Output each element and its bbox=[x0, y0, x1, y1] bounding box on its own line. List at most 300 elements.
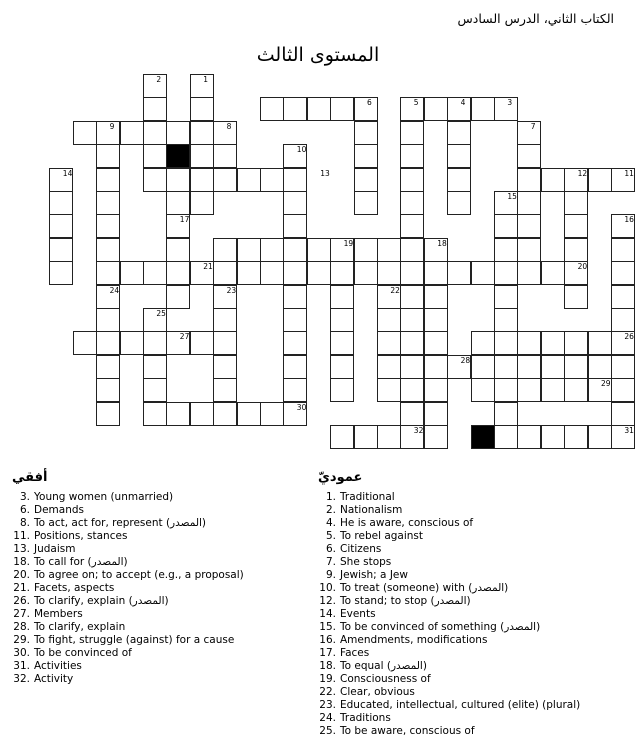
clue-text: To clarify, explain bbox=[34, 621, 126, 633]
grid-cell[interactable] bbox=[237, 402, 261, 426]
grid-cell[interactable] bbox=[330, 308, 354, 332]
clue-text: To rebel against bbox=[340, 530, 424, 542]
grid-cell[interactable] bbox=[494, 238, 518, 262]
grid-cell[interactable] bbox=[611, 261, 635, 285]
grid-cell[interactable] bbox=[517, 238, 541, 262]
grid-cell[interactable] bbox=[49, 261, 73, 285]
grid-cell[interactable] bbox=[517, 261, 541, 285]
clue-text: Amendments, modifications bbox=[340, 634, 488, 646]
clue-number: 11. bbox=[13, 530, 30, 542]
grid-cell[interactable] bbox=[190, 74, 214, 98]
clue-item bbox=[318, 582, 580, 595]
clue-number: 17. bbox=[319, 647, 336, 659]
grid-cell[interactable] bbox=[96, 308, 120, 332]
clue-number: 9. bbox=[325, 569, 336, 581]
grid-cell[interactable] bbox=[143, 74, 167, 98]
clue-number: 32. bbox=[13, 673, 30, 685]
grid-cell[interactable] bbox=[517, 355, 541, 379]
grid-cell[interactable] bbox=[96, 214, 120, 238]
grid-cell[interactable] bbox=[49, 238, 73, 262]
grid-cell[interactable] bbox=[611, 378, 635, 402]
grid-cell[interactable] bbox=[611, 285, 635, 309]
grid-cell[interactable] bbox=[283, 191, 307, 215]
grid-cell[interactable] bbox=[588, 168, 612, 192]
clue-number: 26. bbox=[13, 595, 30, 607]
grid-cell[interactable] bbox=[564, 378, 588, 402]
cell-number: 3 bbox=[507, 98, 513, 108]
clue-item bbox=[12, 530, 244, 543]
clue-text: Members bbox=[34, 608, 83, 620]
cell-number: 32 bbox=[413, 426, 424, 435]
grid-cell[interactable] bbox=[143, 261, 167, 285]
clue-item bbox=[12, 504, 244, 517]
grid-cell[interactable] bbox=[494, 402, 518, 426]
grid-cell[interactable] bbox=[541, 425, 565, 449]
grid-cell[interactable] bbox=[354, 168, 378, 192]
clue-text: To be aware, conscious of bbox=[340, 725, 475, 737]
grid-cell[interactable] bbox=[283, 261, 307, 285]
clue-item bbox=[12, 517, 244, 530]
grid-cell[interactable] bbox=[96, 378, 120, 402]
grid-cell[interactable] bbox=[96, 238, 120, 262]
grid-cell[interactable] bbox=[541, 261, 565, 285]
grid-cell[interactable] bbox=[471, 355, 495, 379]
grid-cell[interactable] bbox=[213, 378, 237, 402]
grid-cell[interactable] bbox=[377, 238, 401, 262]
grid-cell[interactable] bbox=[588, 355, 612, 379]
clue-item bbox=[318, 608, 580, 621]
clue-text: She stops bbox=[340, 556, 392, 568]
grid-cell[interactable] bbox=[213, 308, 237, 332]
clue-item bbox=[318, 530, 580, 543]
grid-cell[interactable] bbox=[494, 355, 518, 379]
clue-item bbox=[12, 647, 244, 660]
grid-cell[interactable] bbox=[424, 308, 448, 332]
clue-item bbox=[12, 634, 244, 647]
grid-cell[interactable] bbox=[400, 191, 424, 215]
grid-cell[interactable] bbox=[400, 168, 424, 192]
clue-item bbox=[318, 725, 580, 738]
grid-cell[interactable] bbox=[400, 214, 424, 238]
grid-cell[interactable] bbox=[564, 425, 588, 449]
grid-cell[interactable] bbox=[400, 355, 424, 379]
grid-cell[interactable] bbox=[73, 121, 97, 145]
grid-cell[interactable] bbox=[283, 214, 307, 238]
grid-cell[interactable] bbox=[494, 261, 518, 285]
clue-item bbox=[318, 556, 580, 569]
grid-cell[interactable] bbox=[260, 238, 284, 262]
grid-cell[interactable] bbox=[564, 191, 588, 215]
clue-text: To fight, struggle (against) for a cause bbox=[34, 634, 235, 646]
grid-cell[interactable] bbox=[611, 238, 635, 262]
worksheet-header: الكتاب الثاني، الدرس السادس bbox=[457, 11, 614, 26]
grid-cell[interactable] bbox=[494, 378, 518, 402]
grid-cell[interactable] bbox=[49, 214, 73, 238]
grid-cell[interactable] bbox=[330, 425, 354, 449]
clue-number: 23. bbox=[319, 699, 336, 711]
across-clues bbox=[12, 470, 244, 686]
grid-cell[interactable] bbox=[96, 355, 120, 379]
grid-cell[interactable] bbox=[190, 168, 214, 192]
grid-cell[interactable] bbox=[143, 331, 167, 355]
clue-item bbox=[318, 504, 580, 517]
grid-cell[interactable] bbox=[517, 425, 541, 449]
cell-number: 18 bbox=[437, 238, 447, 248]
grid-cell[interactable] bbox=[354, 144, 378, 168]
grid-cell[interactable] bbox=[564, 285, 588, 309]
grid-cell[interactable] bbox=[166, 238, 190, 262]
clue-number: 18. bbox=[319, 660, 336, 672]
grid-cell[interactable] bbox=[120, 261, 144, 285]
grid-cell[interactable] bbox=[166, 402, 190, 426]
clue-text: (المصدر) To clarify, explain bbox=[34, 595, 169, 607]
grid-cell[interactable] bbox=[564, 214, 588, 238]
grid-cell[interactable] bbox=[494, 97, 518, 121]
grid-cell[interactable] bbox=[447, 121, 471, 145]
grid-cell[interactable] bbox=[354, 121, 378, 145]
clue-item bbox=[12, 582, 244, 595]
grid-cell[interactable] bbox=[283, 97, 307, 121]
grid-cell[interactable] bbox=[354, 97, 378, 121]
grid-cell[interactable] bbox=[400, 144, 424, 168]
grid-cell[interactable] bbox=[120, 331, 144, 355]
grid-cell[interactable] bbox=[354, 191, 378, 215]
grid-cell[interactable] bbox=[494, 214, 518, 238]
clue-number: 6. bbox=[19, 504, 30, 516]
grid-cell[interactable] bbox=[166, 168, 190, 192]
clue-item bbox=[318, 686, 580, 699]
grid-cell[interactable] bbox=[400, 285, 424, 309]
grid-cell[interactable] bbox=[377, 331, 401, 355]
grid-cell[interactable] bbox=[541, 378, 565, 402]
grid-cell[interactable] bbox=[213, 121, 237, 145]
grid-cell[interactable] bbox=[424, 425, 448, 449]
grid-cell[interactable] bbox=[424, 331, 448, 355]
grid-cell[interactable] bbox=[354, 425, 378, 449]
grid-cell[interactable] bbox=[143, 168, 167, 192]
grid-cell[interactable] bbox=[517, 214, 541, 238]
grid-cell[interactable] bbox=[190, 331, 214, 355]
cell-number: 15 bbox=[507, 192, 517, 201]
cell-number: 26 bbox=[624, 332, 634, 342]
grid-cell[interactable] bbox=[190, 121, 214, 145]
clue-number: 6. bbox=[325, 543, 336, 555]
grid-cell[interactable] bbox=[377, 425, 401, 449]
grid-cell[interactable] bbox=[424, 402, 448, 426]
cell-number: 7 bbox=[530, 121, 536, 131]
grid-cell[interactable] bbox=[283, 285, 307, 309]
grid-cell[interactable] bbox=[190, 191, 214, 215]
clue-text: Events bbox=[340, 608, 376, 620]
grid-cell[interactable] bbox=[237, 261, 261, 285]
grid-cell[interactable] bbox=[96, 331, 120, 355]
clue-number: 8. bbox=[19, 517, 30, 529]
grid-cell[interactable] bbox=[213, 331, 237, 355]
clue-text: Traditional bbox=[340, 491, 395, 503]
grid-cell[interactable] bbox=[143, 402, 167, 426]
clue-item bbox=[318, 647, 580, 660]
grid-cell[interactable] bbox=[166, 285, 190, 309]
clue-text: Educated, intellectual, cultured (elite) (plural) bbox=[340, 699, 581, 711]
grid-cell[interactable] bbox=[354, 261, 378, 285]
cell-number: 22 bbox=[390, 285, 400, 295]
grid-cell[interactable] bbox=[564, 355, 588, 379]
clue-text: To be convinced of bbox=[34, 647, 132, 659]
clue-item bbox=[12, 569, 244, 582]
clue-item bbox=[318, 634, 580, 647]
grid-cell[interactable] bbox=[166, 191, 190, 215]
grid-cell[interactable] bbox=[564, 331, 588, 355]
grid-cell[interactable] bbox=[330, 285, 354, 309]
cell-number: 24 bbox=[109, 285, 120, 295]
grid-cell[interactable] bbox=[377, 378, 401, 402]
grid-cell[interactable] bbox=[588, 425, 612, 449]
grid-cell[interactable] bbox=[283, 238, 307, 262]
clue-number: 20. bbox=[13, 569, 30, 581]
grid-cell[interactable] bbox=[611, 308, 635, 332]
grid-cell[interactable] bbox=[400, 261, 424, 285]
clue-number: 14. bbox=[319, 608, 336, 620]
clue-number: 13. bbox=[13, 543, 30, 555]
grid-cell[interactable] bbox=[424, 285, 448, 309]
grid-cell[interactable] bbox=[541, 355, 565, 379]
grid-cell[interactable] bbox=[283, 168, 307, 192]
grid-cell[interactable] bbox=[400, 402, 424, 426]
grid-cell[interactable] bbox=[517, 144, 541, 168]
cell-number: 10 bbox=[296, 145, 307, 155]
grid-cell[interactable] bbox=[96, 168, 120, 192]
clue-text: (المصدر) To act, act for, represent bbox=[34, 517, 207, 529]
clue-number: 29. bbox=[13, 634, 30, 646]
cell-number: 6 bbox=[367, 98, 372, 108]
grid-cell[interactable] bbox=[400, 97, 424, 121]
grid-cell[interactable] bbox=[400, 378, 424, 402]
grid-cell[interactable] bbox=[400, 331, 424, 355]
grid-cell[interactable] bbox=[283, 378, 307, 402]
grid-cell[interactable] bbox=[143, 355, 167, 379]
grid-cell[interactable] bbox=[494, 308, 518, 332]
cell-number: 25 bbox=[156, 309, 166, 318]
grid-cell[interactable] bbox=[400, 238, 424, 262]
clue-item bbox=[12, 621, 244, 634]
grid-cell[interactable] bbox=[494, 285, 518, 309]
clue-item bbox=[318, 712, 580, 725]
grid-cell[interactable] bbox=[330, 378, 354, 402]
clue-text: (المصدر) To equal bbox=[340, 660, 427, 672]
cell-number: 30 bbox=[296, 402, 307, 412]
page-title: المستوى الثالث bbox=[256, 44, 380, 66]
grid-cell[interactable] bbox=[143, 121, 167, 145]
cell-number: 5 bbox=[413, 98, 419, 108]
clue-number: 30. bbox=[13, 647, 30, 659]
grid-cell[interactable] bbox=[260, 402, 284, 426]
grid-cell[interactable] bbox=[143, 144, 167, 168]
cell-number: 17 bbox=[179, 215, 190, 225]
grid-cell[interactable] bbox=[96, 121, 120, 145]
clue-text: (المصدر) To call for bbox=[34, 556, 128, 568]
black-square bbox=[471, 425, 495, 449]
grid-cell[interactable] bbox=[143, 378, 167, 402]
grid-cell[interactable] bbox=[307, 238, 331, 262]
grid-cell[interactable] bbox=[588, 331, 612, 355]
grid-cell[interactable] bbox=[517, 331, 541, 355]
grid-cell[interactable] bbox=[471, 261, 495, 285]
grid-cell[interactable] bbox=[237, 238, 261, 262]
clue-item bbox=[318, 543, 580, 556]
grid-cell[interactable] bbox=[213, 168, 237, 192]
down-clues bbox=[318, 470, 580, 738]
grid-cell[interactable] bbox=[494, 425, 518, 449]
clue-number: 16. bbox=[319, 634, 336, 646]
grid-cell[interactable] bbox=[517, 191, 541, 215]
clue-number: 18. bbox=[13, 556, 30, 568]
grid-cell[interactable] bbox=[213, 355, 237, 379]
grid-cell[interactable] bbox=[541, 331, 565, 355]
cell-number: 29 bbox=[601, 379, 611, 389]
grid-cell[interactable] bbox=[49, 191, 73, 215]
grid-cell[interactable] bbox=[424, 97, 448, 121]
grid-cell[interactable] bbox=[120, 121, 144, 145]
grid-cell[interactable] bbox=[424, 355, 448, 379]
cell-number: 4 bbox=[460, 98, 466, 108]
grid-cell[interactable] bbox=[517, 121, 541, 145]
grid-cell[interactable] bbox=[213, 261, 237, 285]
grid-cell[interactable] bbox=[447, 144, 471, 168]
grid-cell[interactable] bbox=[143, 97, 167, 121]
grid-cell[interactable] bbox=[283, 355, 307, 379]
grid-cell[interactable] bbox=[96, 261, 120, 285]
clue-text: (المصدر) To stand; to stop bbox=[340, 595, 471, 607]
grid-cell[interactable] bbox=[213, 402, 237, 426]
clue-number: 15. bbox=[319, 621, 336, 633]
clue-text: Jewish; a Jew bbox=[340, 569, 408, 581]
grid-cell[interactable] bbox=[447, 191, 471, 215]
grid-cell[interactable] bbox=[330, 355, 354, 379]
grid-cell[interactable] bbox=[190, 402, 214, 426]
grid-cell[interactable] bbox=[377, 308, 401, 332]
grid-cell[interactable] bbox=[400, 121, 424, 145]
grid-cell[interactable] bbox=[283, 308, 307, 332]
clue-item bbox=[318, 491, 580, 504]
grid-cell[interactable] bbox=[400, 308, 424, 332]
clue-text: Facets, aspects bbox=[34, 582, 115, 594]
clue-item bbox=[318, 673, 580, 686]
cell-number: 21 bbox=[203, 262, 213, 272]
clue-item bbox=[318, 621, 580, 634]
clue-text: Citizens bbox=[340, 543, 382, 555]
grid-cell[interactable] bbox=[96, 402, 120, 426]
grid-cell[interactable] bbox=[260, 168, 284, 192]
grid-cell[interactable] bbox=[73, 331, 97, 355]
clue-text: Consciousness of bbox=[340, 673, 431, 685]
grid-cell[interactable] bbox=[96, 144, 120, 168]
grid-cell[interactable] bbox=[213, 238, 237, 262]
grid-cell[interactable] bbox=[166, 261, 190, 285]
clue-number: 27. bbox=[13, 608, 30, 620]
grid-cell[interactable] bbox=[307, 261, 331, 285]
clue-item bbox=[12, 543, 244, 556]
clue-number: 10. bbox=[319, 582, 336, 594]
grid-cell[interactable] bbox=[190, 97, 214, 121]
clue-number: 24. bbox=[319, 712, 336, 724]
clue-text: Traditions bbox=[340, 712, 391, 724]
clue-item bbox=[318, 595, 580, 608]
cell-number: 19 bbox=[343, 238, 354, 248]
grid-cell[interactable] bbox=[377, 355, 401, 379]
clue-text: Faces bbox=[340, 647, 370, 659]
grid-cell[interactable] bbox=[424, 378, 448, 402]
clue-number: 12. bbox=[319, 595, 336, 607]
clue-item bbox=[12, 608, 244, 621]
grid-cell[interactable] bbox=[447, 168, 471, 192]
grid-cell[interactable] bbox=[190, 144, 214, 168]
grid-cell[interactable] bbox=[471, 97, 495, 121]
cell-number: 12 bbox=[577, 168, 588, 178]
clue-number: 1. bbox=[325, 491, 336, 503]
cell-number: 2 bbox=[156, 75, 162, 84]
clue-number: 28. bbox=[13, 621, 30, 633]
grid-cell[interactable] bbox=[541, 168, 565, 192]
clue-number: 4. bbox=[325, 517, 336, 529]
clue-item bbox=[12, 491, 244, 504]
grid-cell[interactable] bbox=[330, 331, 354, 355]
clue-item bbox=[12, 556, 244, 569]
grid-cell[interactable] bbox=[471, 331, 495, 355]
grid-cell[interactable] bbox=[564, 238, 588, 262]
grid-cell[interactable] bbox=[447, 261, 471, 285]
grid-cell[interactable] bbox=[471, 378, 495, 402]
grid-cell[interactable] bbox=[517, 168, 541, 192]
grid-cell[interactable] bbox=[237, 168, 261, 192]
cell-number: 13 bbox=[320, 168, 330, 178]
clue-item bbox=[318, 660, 580, 673]
clue-number: 22. bbox=[319, 686, 336, 698]
grid-cell[interactable] bbox=[283, 331, 307, 355]
grid-cell[interactable] bbox=[260, 261, 284, 285]
grid-cell[interactable] bbox=[330, 97, 354, 121]
clue-number: 3. bbox=[19, 491, 30, 503]
black-square bbox=[166, 144, 190, 168]
cell-number: 1 bbox=[203, 75, 208, 84]
clue-number: 2. bbox=[325, 504, 336, 516]
grid-cell[interactable] bbox=[611, 355, 635, 379]
clue-number: 31. bbox=[13, 660, 30, 672]
grid-cell[interactable] bbox=[166, 121, 190, 145]
grid-cell[interactable] bbox=[447, 97, 471, 121]
cell-number: 9 bbox=[109, 121, 115, 131]
cell-number: 16 bbox=[624, 215, 634, 225]
grid-cell[interactable] bbox=[260, 97, 284, 121]
grid-cell[interactable] bbox=[96, 191, 120, 215]
clue-text: Activity bbox=[34, 673, 74, 685]
grid-cell[interactable] bbox=[494, 331, 518, 355]
grid-cell[interactable] bbox=[377, 261, 401, 285]
cell-number: 23 bbox=[226, 285, 237, 295]
grid-cell[interactable] bbox=[517, 378, 541, 402]
grid-cell[interactable] bbox=[307, 97, 331, 121]
grid-cell[interactable] bbox=[424, 261, 448, 285]
clue-text: To agree on; to accept (e.g., a proposal) bbox=[34, 569, 244, 581]
grid-cell[interactable] bbox=[354, 238, 378, 262]
grid-cell[interactable] bbox=[611, 402, 635, 426]
grid-cell[interactable] bbox=[330, 261, 354, 285]
clue-text: Positions, stances bbox=[34, 530, 128, 542]
grid-cell[interactable] bbox=[213, 144, 237, 168]
cell-number: 20 bbox=[577, 262, 588, 272]
clue-text: He is aware, conscious of bbox=[340, 517, 474, 529]
clue-text: Young women (unmarried) bbox=[34, 491, 174, 503]
cell-number: 28 bbox=[460, 355, 471, 365]
